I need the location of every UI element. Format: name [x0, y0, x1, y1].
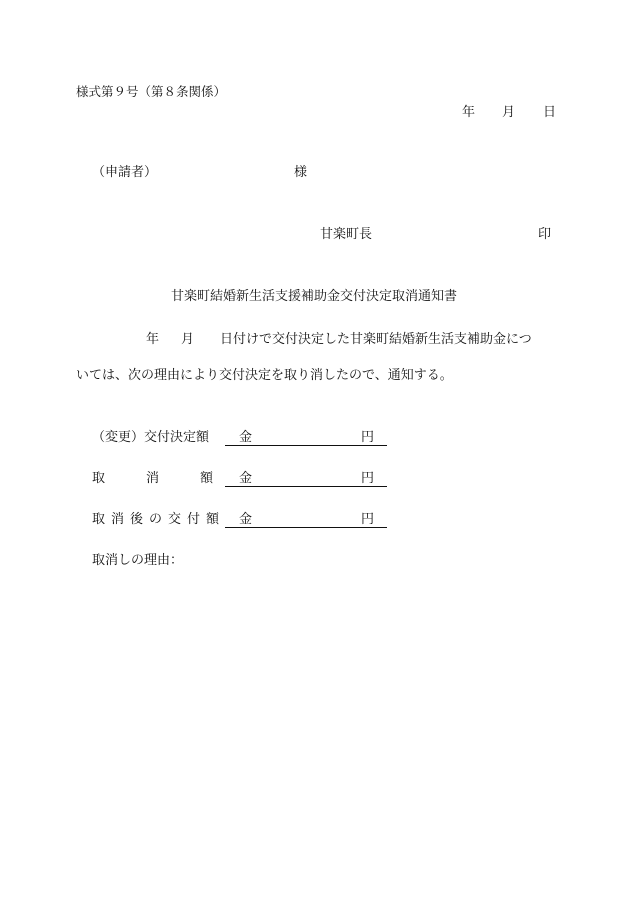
post-cancel-amount-field: [225, 513, 387, 528]
currency-suffix: 円: [361, 471, 375, 486]
body-line1-rest: 日付けで交付決定した甘楽町結婚新生活支補助金につ: [220, 332, 532, 347]
document-title: 甘楽町結婚新生活支援補助金交付決定取消通知書: [171, 289, 458, 304]
notice-body-line-2: いては、次の理由により交付決定を取り消したので、通知する。: [76, 368, 453, 383]
date-day-label: 日: [543, 105, 557, 120]
body-year: 年: [146, 332, 160, 347]
applicant-label: （申請者）: [92, 165, 158, 180]
cancel-amount-char-3: 額: [200, 471, 214, 486]
notice-body: [76, 333, 566, 382]
date-year-label: 年: [462, 105, 476, 120]
currency-prefix: 金: [239, 471, 253, 486]
currency-suffix: 円: [361, 430, 375, 445]
cancel-amount-label: [92, 472, 213, 485]
issuer-title: 甘楽町長: [320, 227, 373, 242]
date-month-label: 月: [502, 105, 516, 120]
form-number-label: 様式第９号（第８条関係）: [76, 84, 227, 99]
post-cancel-amount-label: 取消後の交付額: [92, 512, 226, 527]
cancel-amount-char-2: 消: [146, 471, 160, 486]
decided-amount-field: [225, 431, 387, 446]
cancel-reason-label: 取消しの理由：: [92, 553, 184, 568]
cancel-amount-field: [225, 472, 387, 487]
currency-suffix: 円: [361, 512, 375, 527]
seal-mark: 印: [538, 227, 552, 242]
body-month: 月: [181, 332, 195, 347]
honorific-sama: 様: [294, 165, 308, 180]
cancel-amount-char-1: 取: [92, 471, 106, 486]
currency-prefix: 金: [239, 512, 253, 527]
decided-amount-label: （変更）交付決定額: [92, 430, 210, 445]
currency-prefix: 金: [239, 430, 253, 445]
notice-body-line-1: [76, 333, 566, 346]
